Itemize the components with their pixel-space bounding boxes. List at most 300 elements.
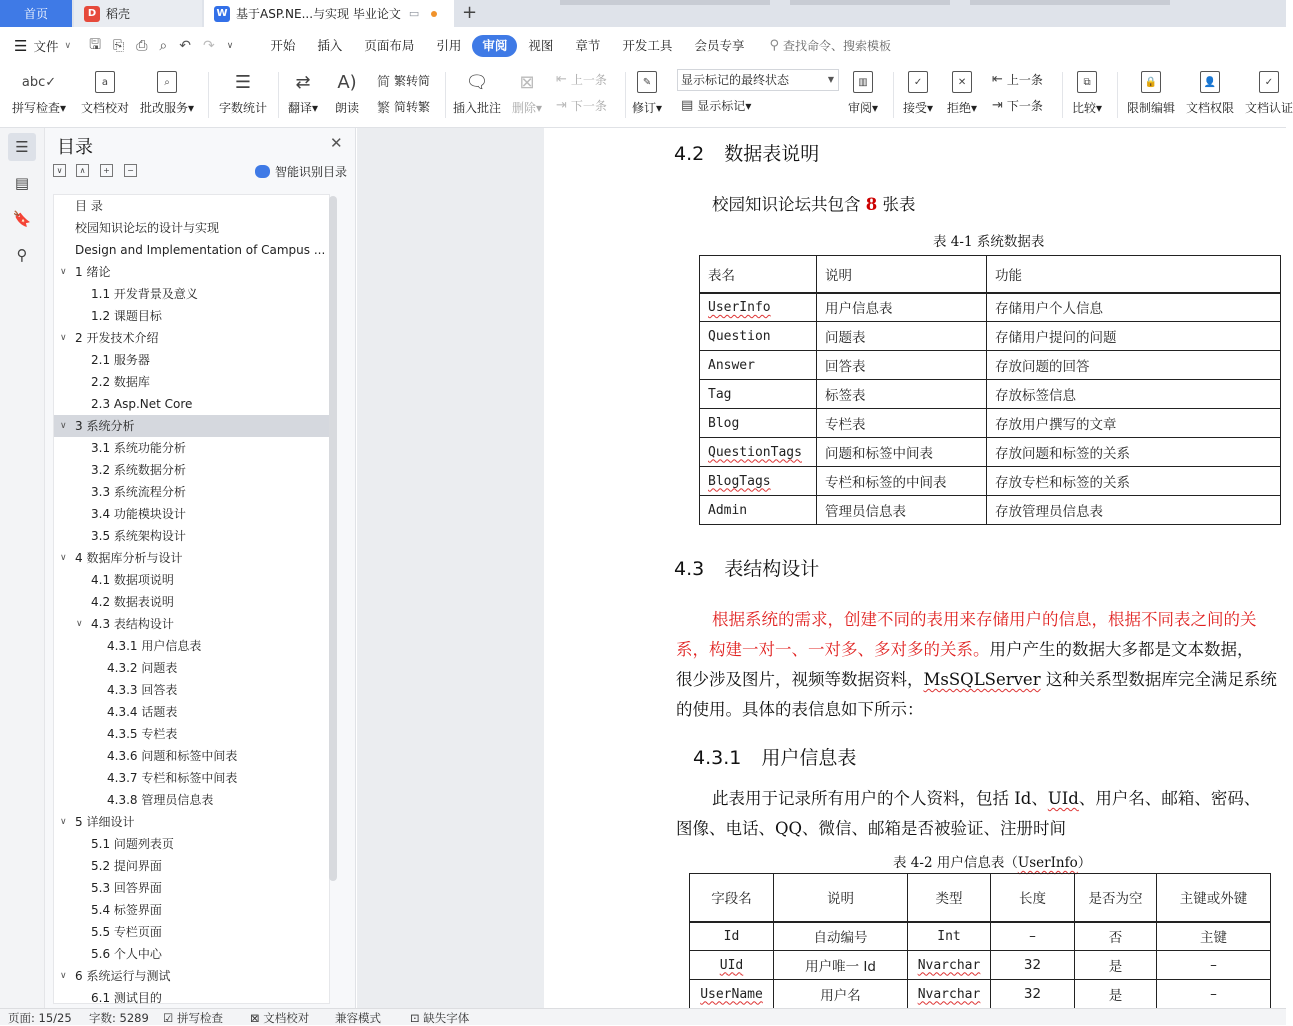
expand-level-icon[interactable]: ∧ bbox=[76, 164, 89, 177]
show-markup-icon: ▤ bbox=[681, 98, 694, 113]
command-search-placeholder: 查找命令、搜索模板 bbox=[782, 39, 891, 53]
ribbon-separator bbox=[278, 72, 279, 118]
toc-item-label: 4.2 数据表说明 bbox=[91, 595, 174, 609]
tab-daoke[interactable] bbox=[74, 0, 202, 27]
table-cell: – bbox=[1157, 980, 1271, 1009]
toc-item[interactable] bbox=[54, 283, 329, 305]
review-pane-icon: ▥ bbox=[849, 68, 877, 96]
table-cell: 用户唯一 Id bbox=[774, 951, 908, 980]
doc-check-toggle[interactable]: ⊠ 文档校对 bbox=[250, 1011, 310, 1025]
toc-item[interactable] bbox=[54, 789, 329, 811]
unsaved-dot-icon bbox=[431, 11, 437, 17]
delete-comment-icon: ⊠ bbox=[519, 71, 535, 93]
table-row bbox=[700, 322, 1281, 351]
table-cell: 32 bbox=[991, 951, 1075, 980]
chevron-down-icon[interactable]: ∨ bbox=[60, 333, 67, 343]
next-change-button[interactable] bbox=[992, 97, 1043, 114]
table-header-cell: 表名 bbox=[700, 256, 817, 293]
ribbon-separator bbox=[893, 72, 894, 118]
toc-item-label: 5 详细设计 bbox=[75, 815, 135, 829]
menu-item[interactable]: 插入 bbox=[317, 37, 343, 53]
review-pane-button[interactable] bbox=[848, 64, 878, 116]
doc-permission-button[interactable] bbox=[1186, 64, 1234, 116]
toc-item-label: 5.2 提问界面 bbox=[91, 859, 162, 873]
prev-change-icon: ⇤ bbox=[992, 72, 1003, 87]
table-cell: 标签表 bbox=[817, 380, 987, 409]
next-change-label: 下一条 bbox=[1006, 99, 1043, 113]
toc-item-label: 2.2 数据库 bbox=[91, 375, 150, 389]
paragraph-line: 根据系统的需求，创建不同的表用来存储用户的信息，根据不同表之间的关 bbox=[712, 610, 1257, 629]
toc-item-label: 5.1 问题列表页 bbox=[91, 837, 174, 851]
translate-icon: ⇄ bbox=[295, 71, 311, 93]
paragraph-line: 的使用。具体的表信息如下所示： bbox=[676, 700, 924, 719]
print-preview-icon[interactable]: ⌕ bbox=[159, 37, 168, 54]
insert-comment-button[interactable] bbox=[453, 64, 501, 116]
table-header-cell: 字段名 bbox=[690, 874, 774, 922]
table-row bbox=[700, 467, 1281, 496]
insert-comment-icon: 🗨 bbox=[465, 71, 489, 93]
toc-item[interactable] bbox=[54, 569, 329, 591]
toc-item-label: 4.3.3 回答表 bbox=[107, 683, 178, 697]
simp-to-trad-icon: 繁 bbox=[377, 101, 391, 116]
new-tab-button[interactable]: + bbox=[462, 2, 478, 23]
spell-check-button[interactable] bbox=[12, 64, 66, 116]
reject-label: 拒绝▾ bbox=[947, 101, 978, 115]
table-cell: – bbox=[1157, 951, 1271, 980]
table-cell: 主键 bbox=[1157, 922, 1271, 951]
table-cell: QuestionTags bbox=[700, 438, 817, 467]
delete-comment-label: 删除▾ bbox=[512, 101, 543, 115]
toc-item[interactable] bbox=[54, 349, 329, 371]
word-count-label: 字数统计 bbox=[219, 101, 268, 115]
table-row bbox=[690, 922, 1271, 951]
chevron-down-icon[interactable]: ∨ bbox=[60, 971, 67, 981]
table-cell: Blog bbox=[700, 409, 817, 438]
doc-check-label: 文档校对 bbox=[81, 101, 130, 115]
toc-item[interactable] bbox=[54, 393, 329, 415]
toc-item[interactable] bbox=[54, 459, 329, 481]
prev-comment-button[interactable] bbox=[556, 71, 607, 88]
smart-toc-label: 智能识别目录 bbox=[275, 165, 348, 179]
table-cell: UserName bbox=[690, 980, 774, 1009]
toc-item-label: 4.3.5 专栏表 bbox=[107, 727, 178, 741]
redo-icon[interactable]: ↷ bbox=[202, 37, 215, 54]
menu-item[interactable]: 页面布局 bbox=[364, 37, 415, 53]
toc-item[interactable] bbox=[54, 305, 329, 327]
toc-item[interactable] bbox=[54, 327, 329, 349]
tab-document[interactable] bbox=[204, 0, 454, 27]
toc-item[interactable] bbox=[54, 503, 329, 525]
quick-access-toolbar bbox=[89, 34, 233, 58]
table-cell: 是 bbox=[1075, 951, 1157, 980]
read-aloud-label: 朗读 bbox=[334, 101, 359, 115]
tab-home[interactable] bbox=[0, 0, 72, 27]
heading-4-3-1: 4.3.1 用户信息表 bbox=[693, 747, 857, 769]
batch-service-label: 批改服务▾ bbox=[140, 101, 195, 115]
toc-item-label: 2.1 服务器 bbox=[91, 353, 150, 367]
toc-item-label: 1 绪论 bbox=[75, 265, 111, 279]
compare-icon: ⧉ bbox=[1073, 68, 1101, 96]
hamburger-icon: ☰ bbox=[14, 36, 28, 55]
table-cell: 用户名 bbox=[774, 980, 908, 1009]
toc-item[interactable] bbox=[54, 943, 329, 965]
save-icon[interactable]: 🖫 bbox=[89, 36, 101, 53]
ribbon-separator bbox=[625, 72, 626, 118]
prev-change-button[interactable] bbox=[992, 71, 1043, 88]
next-comment-label: 下一条 bbox=[570, 99, 607, 113]
toc-item[interactable] bbox=[54, 261, 329, 283]
word-count-indicator[interactable]: 字数: 5289 bbox=[89, 1011, 149, 1025]
table-cell: 回答表 bbox=[817, 351, 987, 380]
doc-cert-button[interactable] bbox=[1245, 64, 1293, 116]
tab-home-label: 首页 bbox=[23, 7, 48, 21]
accept-label: 接受▾ bbox=[903, 101, 934, 115]
track-state-select[interactable] bbox=[677, 69, 839, 91]
toc-item[interactable] bbox=[54, 987, 329, 1009]
table-cell: 存放标签信息 bbox=[987, 380, 1281, 409]
menu-item[interactable]: 章节 bbox=[575, 37, 601, 53]
table-row bbox=[690, 980, 1271, 1009]
toc-item-label: 2.3 Asp.Net Core bbox=[91, 397, 193, 411]
table-cell: 自动编号 bbox=[774, 922, 908, 951]
export-icon[interactable]: ⎘ bbox=[113, 37, 125, 54]
lock-icon: 🔒 bbox=[1137, 68, 1165, 96]
table-cell: 存放问题的回答 bbox=[987, 351, 1281, 380]
doc-permission-label: 文档权限 bbox=[1186, 101, 1235, 115]
toc-item-label: 3.1 系统功能分析 bbox=[91, 441, 186, 455]
toc-item-label: 3 系统分析 bbox=[75, 419, 135, 433]
toc-item[interactable] bbox=[54, 525, 329, 547]
table-cell: 专栏表 bbox=[817, 409, 987, 438]
toc-item[interactable] bbox=[54, 371, 329, 393]
tab-bar-strip bbox=[790, 0, 950, 5]
file-menu[interactable] bbox=[14, 37, 71, 55]
table-caption-4-2: 表 4-2 用户信息表（UserInfo） bbox=[893, 855, 1092, 871]
table-row bbox=[700, 438, 1281, 467]
table-cell: – bbox=[991, 922, 1075, 951]
toc-item-label: 5.6 个人中心 bbox=[91, 947, 162, 961]
left-rail bbox=[0, 128, 45, 1008]
bookmark-icon[interactable]: 🔖 bbox=[12, 210, 32, 228]
translate-label: 翻译▾ bbox=[288, 101, 319, 115]
monitor-icon[interactable]: ▭ bbox=[408, 7, 420, 20]
missing-font-button[interactable]: ⊡ 缺失字体 bbox=[410, 1011, 470, 1025]
chevron-down-icon: ▼ bbox=[827, 75, 834, 84]
restrict-edit-label: 限制编辑 bbox=[1127, 101, 1176, 115]
toc-list bbox=[53, 194, 330, 1004]
doc-cert-label: 文档认证 bbox=[1245, 101, 1293, 115]
table-cell: 用户信息表 bbox=[817, 293, 987, 322]
chevron-down-icon[interactable]: ∨ bbox=[60, 421, 67, 431]
tab-document-label: 基于ASP.NE...与实现 毕业论文 bbox=[236, 7, 401, 21]
heading-4-2: 4.2 数据表说明 bbox=[674, 143, 820, 165]
toc-item[interactable] bbox=[54, 745, 329, 767]
table-row bbox=[700, 496, 1281, 525]
remove-heading-icon[interactable]: − bbox=[124, 164, 137, 177]
toc-item-label: 校园知识论坛的设计与实现 bbox=[75, 221, 220, 235]
tab-bar-strip bbox=[970, 0, 1170, 5]
table-cell: 专栏和标签的中间表 bbox=[817, 467, 987, 496]
toc-item-label: 4.3.7 专栏和标签中间表 bbox=[107, 771, 238, 785]
toc-item-label: 4.3.4 话题表 bbox=[107, 705, 178, 719]
toc-item[interactable] bbox=[54, 547, 329, 569]
chevron-down-icon[interactable]: ∨ bbox=[76, 619, 83, 629]
table-cell: Admin bbox=[700, 496, 817, 525]
accept-icon: ✓ bbox=[904, 68, 932, 96]
toc-item[interactable] bbox=[54, 613, 329, 635]
toc-item-label: 4.3.2 问题表 bbox=[107, 661, 178, 675]
toc-item[interactable] bbox=[54, 833, 329, 855]
spell-check-label: 拼写检查▾ bbox=[12, 101, 67, 115]
batch-service-icon: ⌕ bbox=[153, 68, 181, 96]
ribbon-separator bbox=[445, 72, 446, 118]
reject-icon: ✕ bbox=[948, 68, 976, 96]
table-cell: 存放用户撰写的文章 bbox=[987, 409, 1281, 438]
table-header-cell: 类型 bbox=[908, 874, 991, 922]
toc-item[interactable] bbox=[54, 195, 329, 217]
toc-item[interactable] bbox=[54, 679, 329, 701]
ribbon-separator bbox=[1117, 72, 1118, 118]
toc-item[interactable] bbox=[54, 965, 329, 987]
paragraph-line: 系，构建一对一、一对多、多对多的关系。用户产生的数据大多都是文本数据， bbox=[676, 640, 1254, 659]
trad-to-simp-button[interactable] bbox=[377, 71, 430, 90]
doc-check-button[interactable] bbox=[81, 64, 129, 116]
show-markup-label: 显示标记 bbox=[697, 99, 746, 113]
toc-item[interactable] bbox=[54, 657, 329, 679]
command-search[interactable] bbox=[769, 37, 891, 54]
tab-bar-strip bbox=[560, 0, 770, 5]
trad-to-simp-icon: 简 bbox=[377, 75, 391, 90]
chevron-down-icon: ∨ bbox=[64, 40, 72, 51]
toc-item[interactable] bbox=[54, 239, 329, 261]
toc-item[interactable] bbox=[54, 591, 329, 613]
toc-item-label: 4.1 数据项说明 bbox=[91, 573, 174, 587]
toc-item[interactable] bbox=[54, 481, 329, 503]
paragraph-line: 很少涉及图片，视频等数据资料，MsSQLServer 这种关系型数据库完全满足系统 bbox=[676, 670, 1277, 689]
simp-to-trad-button[interactable] bbox=[377, 97, 430, 116]
revise-label: 修订▾ bbox=[632, 101, 663, 115]
toc-item-label: 3.4 功能模块设计 bbox=[91, 507, 186, 521]
daoke-logo-icon: D bbox=[84, 6, 100, 22]
trad-to-simp-label: 繁转简 bbox=[394, 74, 431, 88]
paragraph-table-count: 校园知识论坛共包含 8 张表 bbox=[712, 195, 916, 214]
table-row bbox=[690, 951, 1271, 980]
ribbon-separator bbox=[1062, 72, 1063, 118]
table-header-cell: 说明 bbox=[817, 256, 987, 293]
menu-item[interactable]: 开发工具 bbox=[622, 37, 673, 53]
doc-permission-icon: 👤 bbox=[1196, 68, 1224, 96]
table-row bbox=[700, 380, 1281, 409]
menu-item-review-active[interactable]: 审阅 bbox=[472, 35, 517, 57]
robot-icon bbox=[255, 165, 270, 178]
table-cell: 存储用户提问的问题 bbox=[987, 322, 1281, 351]
heading-4-3: 4.3 表结构设计 bbox=[674, 558, 820, 580]
table-cell: BlogTags bbox=[700, 467, 817, 496]
toc-panel bbox=[45, 128, 356, 1008]
toc-item-label: Design and Implementation of Campus ... bbox=[75, 243, 326, 257]
chevron-down-icon[interactable]: ∨ bbox=[60, 267, 67, 277]
reject-button[interactable] bbox=[947, 64, 977, 116]
accept-button[interactable] bbox=[903, 64, 933, 116]
navigation-icon[interactable]: ▤ bbox=[14, 174, 30, 192]
word-count-button[interactable] bbox=[219, 64, 267, 116]
add-heading-icon[interactable]: + bbox=[100, 164, 113, 177]
system-data-table bbox=[699, 255, 1281, 525]
doc-cert-icon: ✓ bbox=[1255, 68, 1283, 96]
table-cell: 存放专栏和标签的关系 bbox=[987, 467, 1281, 496]
toc-panel-icon[interactable]: ☰ bbox=[8, 133, 36, 161]
compat-mode-indicator: 兼容模式 bbox=[335, 1011, 381, 1025]
restrict-edit-button[interactable] bbox=[1127, 64, 1175, 116]
toc-item-label: 5.3 回答界面 bbox=[91, 881, 162, 895]
toc-item[interactable] bbox=[54, 921, 329, 943]
toc-item[interactable] bbox=[54, 437, 329, 459]
read-aloud-button[interactable] bbox=[333, 64, 361, 116]
insert-comment-label: 插入批注 bbox=[453, 101, 502, 115]
tab-daoke-label: 稻壳 bbox=[106, 7, 131, 21]
tab-bar bbox=[0, 0, 1286, 27]
prev-change-label: 上一条 bbox=[1006, 73, 1043, 87]
toc-item[interactable] bbox=[54, 877, 329, 899]
table-cell: 否 bbox=[1075, 922, 1157, 951]
table-cell: Answer bbox=[700, 351, 817, 380]
table-header-cell: 功能 bbox=[987, 256, 1281, 293]
toc-item-label: 6 系统运行与测试 bbox=[75, 969, 171, 983]
table-cell: Nvarchar bbox=[908, 980, 991, 1009]
next-comment-button[interactable] bbox=[556, 97, 607, 114]
table-cell: Int bbox=[908, 922, 991, 951]
translate-button[interactable] bbox=[288, 64, 318, 116]
table-header-cell: 是否为空 bbox=[1075, 874, 1157, 922]
table-row bbox=[700, 293, 1281, 322]
print-icon[interactable]: ⎙ bbox=[136, 37, 148, 54]
spell-check-toggle[interactable]: ☑ 拼写检查 bbox=[163, 1011, 223, 1025]
table-cell: 问题和标签中间表 bbox=[817, 438, 987, 467]
toc-item[interactable] bbox=[54, 415, 329, 437]
file-menu-label: 文件 bbox=[33, 38, 59, 54]
chevron-down-icon[interactable]: ∨ bbox=[60, 817, 67, 827]
compare-button[interactable] bbox=[1072, 64, 1102, 116]
table-cell: Nvarchar bbox=[908, 951, 991, 980]
revise-button[interactable] bbox=[632, 64, 662, 116]
table-row bbox=[700, 351, 1281, 380]
undo-icon[interactable]: ↶ bbox=[179, 37, 191, 54]
toc-item-label: 4.3 表结构设计 bbox=[91, 617, 174, 631]
search-icon[interactable]: ⚲ bbox=[16, 246, 28, 264]
menu-item[interactable]: 开始 bbox=[270, 37, 296, 53]
toc-title: 目录 bbox=[57, 137, 93, 158]
menu-item[interactable]: 视图 bbox=[528, 37, 554, 53]
toc-item[interactable] bbox=[54, 217, 329, 239]
simp-to-trad-label: 简转繁 bbox=[394, 100, 431, 114]
user-info-table bbox=[689, 873, 1271, 1009]
collapse-all-icon[interactable]: ∨ bbox=[53, 164, 66, 177]
toc-item[interactable] bbox=[54, 723, 329, 745]
page-indicator[interactable]: 页面: 15/25 bbox=[8, 1011, 72, 1025]
table-cell: 管理员信息表 bbox=[817, 496, 987, 525]
toc-item-label: 目 录 bbox=[75, 199, 103, 213]
table-cell: UId bbox=[690, 951, 774, 980]
table-caption-4-1: 表 4-1 系统数据表 bbox=[933, 234, 1045, 250]
read-aloud-icon: A) bbox=[337, 71, 357, 93]
toc-item-label: 4.3.1 用户信息表 bbox=[107, 639, 202, 653]
table-header-cell: 说明 bbox=[774, 874, 908, 922]
toc-item[interactable] bbox=[54, 767, 329, 789]
toc-item-label: 3.5 系统架构设计 bbox=[91, 529, 186, 543]
document-page[interactable] bbox=[544, 128, 1286, 1008]
toc-item[interactable] bbox=[54, 855, 329, 877]
menu-item[interactable]: 引用 bbox=[436, 37, 462, 53]
table-cell: 存放管理员信息表 bbox=[987, 496, 1281, 525]
toc-item-label: 1.2 课题目标 bbox=[91, 309, 162, 323]
table-cell: 问题表 bbox=[817, 322, 987, 351]
status-bar bbox=[0, 1008, 1286, 1025]
table-row bbox=[700, 409, 1281, 438]
delete-comment-button[interactable] bbox=[512, 64, 542, 116]
table-cell: 是 bbox=[1075, 980, 1157, 1009]
search-icon: ⚲ bbox=[769, 38, 779, 53]
table-cell: 存储用户个人信息 bbox=[987, 293, 1281, 322]
customize-icon[interactable]: ∨ bbox=[226, 40, 234, 51]
word-count-icon: ☰ bbox=[234, 71, 252, 93]
menu-bar bbox=[0, 27, 1286, 64]
word-doc-icon: W bbox=[214, 6, 230, 22]
table-header-cell: 长度 bbox=[991, 874, 1075, 922]
show-markup-button[interactable]: ▤ 显示标记 ▾ bbox=[681, 98, 752, 113]
next-comment-icon: ⇥ bbox=[556, 98, 567, 113]
paragraph-line: 此表用于记录所有用户的个人资料，包括 Id、UId、用户名、邮箱、密码、 bbox=[712, 789, 1261, 808]
smart-toc-button[interactable] bbox=[255, 163, 347, 180]
table-header-cell: 主键或外键 bbox=[1157, 874, 1271, 922]
table-cell: Tag bbox=[700, 380, 817, 409]
doc-check-icon: a bbox=[91, 68, 119, 96]
chevron-down-icon[interactable]: ∨ bbox=[60, 553, 67, 563]
toc-item-label: 4.3.6 问题和标签中间表 bbox=[107, 749, 238, 763]
menu-item[interactable]: 会员专享 bbox=[694, 37, 745, 53]
ribbon-separator bbox=[208, 72, 209, 118]
prev-comment-icon: ⇤ bbox=[556, 72, 567, 87]
review-pane-label: 审阅▾ bbox=[848, 101, 879, 115]
compare-label: 比较▾ bbox=[1072, 101, 1103, 115]
toc-item-label: 3.3 系统流程分析 bbox=[91, 485, 186, 499]
table-cell: UserInfo bbox=[700, 293, 817, 322]
toc-item-label: 1.1 开发背景及意义 bbox=[91, 287, 198, 301]
next-change-icon: ⇥ bbox=[992, 98, 1003, 113]
toc-item[interactable] bbox=[54, 701, 329, 723]
track-state-value: 显示标记的最终状态 bbox=[681, 73, 790, 87]
batch-service-button[interactable] bbox=[140, 64, 194, 116]
toc-scrollbar[interactable] bbox=[329, 196, 337, 881]
toc-item-label: 5.5 专栏页面 bbox=[91, 925, 162, 939]
toc-item[interactable] bbox=[54, 899, 329, 921]
toc-item-label: 4.3.8 管理员信息表 bbox=[107, 793, 214, 807]
table-cell: Id bbox=[690, 922, 774, 951]
spell-check-icon: abc✓ bbox=[21, 74, 57, 90]
prev-comment-label: 上一条 bbox=[570, 73, 607, 87]
toc-item-label: 5.4 标签界面 bbox=[91, 903, 162, 917]
toc-item-label: 4 数据库分析与设计 bbox=[75, 551, 183, 565]
table-cell: 存放问题和标签的关系 bbox=[987, 438, 1281, 467]
menu-tabs bbox=[259, 35, 755, 57]
close-icon[interactable]: ✕ bbox=[330, 134, 343, 152]
revise-icon: ✎ bbox=[633, 68, 661, 96]
toc-item[interactable] bbox=[54, 635, 329, 657]
toc-item[interactable] bbox=[54, 811, 329, 833]
toc-item-label: 6.1 测试目的 bbox=[91, 991, 162, 1005]
toc-item-label: 3.2 系统数据分析 bbox=[91, 463, 186, 477]
review-ribbon bbox=[0, 64, 1293, 128]
paragraph-line: 图像、电话、QQ、微信、邮箱是否被验证、注册时间 bbox=[676, 819, 1067, 838]
